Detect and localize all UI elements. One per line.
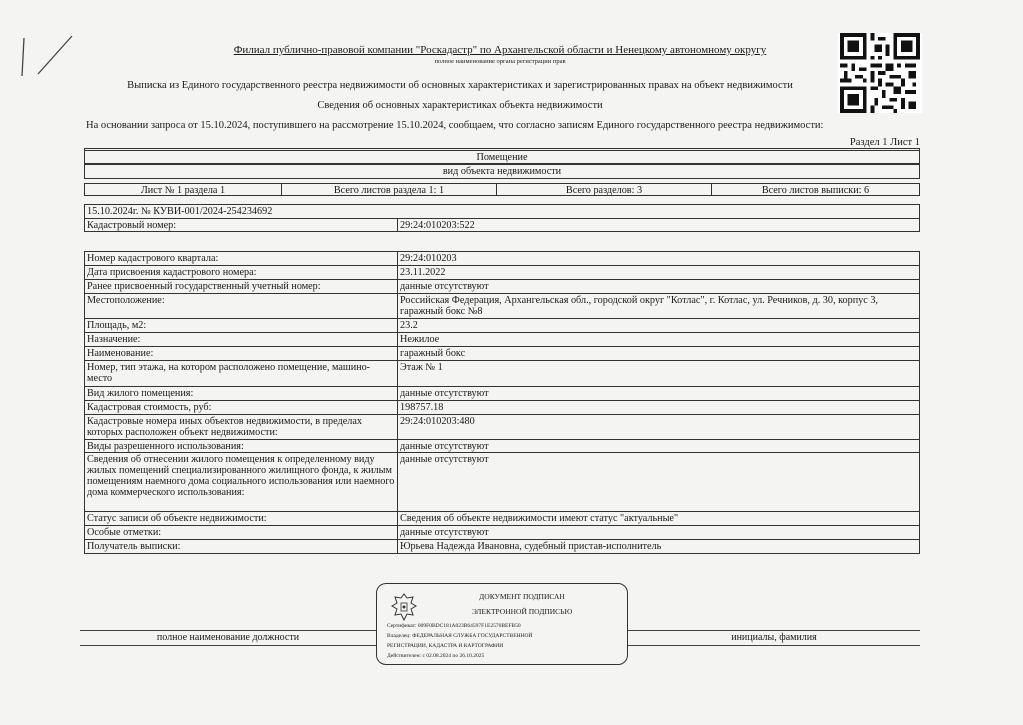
coat-of-arms-icon <box>389 592 419 624</box>
row-value: гаражный бокс <box>397 346 920 361</box>
row-label: Сведения об отнесении жилого помещения к определенному виду жилых помещений специализированного жилищного фонда, к жилым помещениям наемного дома социального использования или наемного дома коммерческого использования: <box>84 452 398 512</box>
row-value: Российская Федерация, Архангельская обл., городской округ "Котлас", г. Котлас, ул. Речников, д. 30, корпус 3, гаражный бокс №8 <box>397 293 920 319</box>
pen-mark <box>10 18 80 78</box>
stamp-heading: ДОКУМЕНТ ПОДПИСАН <box>479 592 565 601</box>
cadastral-number-label: Кадастровый номер: <box>84 218 398 232</box>
row-label: Номер кадастрового квартала: <box>84 251 398 266</box>
row-label: Статус записи об объекте недвижимости: <box>84 511 398 526</box>
row-label: Наименование: <box>84 346 398 361</box>
row-value: данные отсутствуют <box>397 439 920 453</box>
row-label: Виды разрешенного использования: <box>84 439 398 453</box>
sheet-number: Лист № 1 раздела 1 <box>84 183 282 196</box>
document-subtitle: Сведения об основных характеристиках объекта недвижимости <box>317 100 603 111</box>
row-value: данные отсутствуют <box>397 452 920 512</box>
stamp-owner-line2: РЕГИСТРАЦИИ, КАДАСТРА И КАРТОГРАФИИ <box>387 643 504 649</box>
row-label: Вид жилого помещения: <box>84 386 398 401</box>
row-label: Особые отметки: <box>84 525 398 540</box>
organization-name: Филиал публично-правовой компании "Роскадастр" по Архангельской области и Ненецкому автономному округу <box>233 44 767 56</box>
row-value: 198757.18 <box>397 400 920 415</box>
row-value: 29:24:010203 <box>397 251 920 266</box>
row-label: Площадь, м2: <box>84 318 398 333</box>
electronic-signature-stamp <box>376 583 628 665</box>
row-value: 23.11.2022 <box>397 265 920 280</box>
request-intro: На основании запроса от 15.10.2024, поступившего на рассмотрение 15.10.2024, сообщаем, что согласно записям Единого государственного реестра недвижимости: <box>86 120 824 131</box>
initials-caption: инициалы, фамилия <box>628 630 920 646</box>
row-value: 29:24:010203:480 <box>397 414 920 440</box>
document-id: 15.10.2024г. № КУВИ-001/2024-254234692 <box>84 204 920 219</box>
row-value: данные отсутствуют <box>397 525 920 540</box>
cadastral-number-value: 29:24:010203:522 <box>397 218 920 232</box>
stamp-subheading: ЭЛЕКТРОННОЙ ПОДПИСЬЮ <box>471 607 573 616</box>
stamp-validity: Действителен: с 02.08.2024 по 26.10.2025 <box>387 653 485 659</box>
row-label: Кадастровые номера иных объектов недвижимости, в пределах которых расположен объект недвижимости: <box>84 414 398 440</box>
row-value: Юрьева Надежда Ивановна, судебный пристав-исполнитель <box>397 539 920 554</box>
row-value: данные отсутствуют <box>397 386 920 401</box>
row-label: Получатель выписки: <box>84 539 398 554</box>
row-value: Этаж № 1 <box>397 360 920 387</box>
stamp-owner-line1: Владелец: ФЕДЕРАЛЬНАЯ СЛУЖБА ГОСУДАРСТВЕННОЙ <box>387 633 533 639</box>
row-label: Местоположение: <box>84 293 398 319</box>
object-kind: Помещение <box>84 150 920 164</box>
row-value: Нежилое <box>397 332 920 347</box>
row-value: 23.2 <box>397 318 920 333</box>
row-label: Дата присвоения кадастрового номера: <box>84 265 398 280</box>
row-label: Ранее присвоенный государственный учетный номер: <box>84 279 398 294</box>
row-value: Сведения об объекте недвижимости имеют статус "актуальные" <box>397 511 920 526</box>
total-sheets-extract: Всего листов выписки: 6 <box>711 183 920 196</box>
row-label: Назначение: <box>84 332 398 347</box>
section-sheet-label: Раздел 1 Лист 1 <box>849 137 920 148</box>
document-title: Выписка из Единого государственного реестра недвижимости об основных характеристиках и зарегистрированных правах на объект недвижимости <box>127 80 793 91</box>
organization-caption: полное наименование органа регистрации прав <box>434 58 566 65</box>
stamp-certificate: Сертификат: 009F0BDC181A023B64597F1E2570BEFB50 <box>387 623 521 629</box>
position-caption: полное наименование должности <box>80 630 376 646</box>
row-value: данные отсутствуют <box>397 279 920 294</box>
total-sections: Всего разделов: 3 <box>496 183 712 196</box>
row-label: Кадастровая стоимость, руб: <box>84 400 398 415</box>
row-label: Номер, тип этажа, на котором расположено помещение, машино-место <box>84 360 398 387</box>
total-sheets-section: Всего листов раздела 1: 1 <box>281 183 497 196</box>
object-kind-caption: вид объекта недвижимости <box>84 164 920 177</box>
